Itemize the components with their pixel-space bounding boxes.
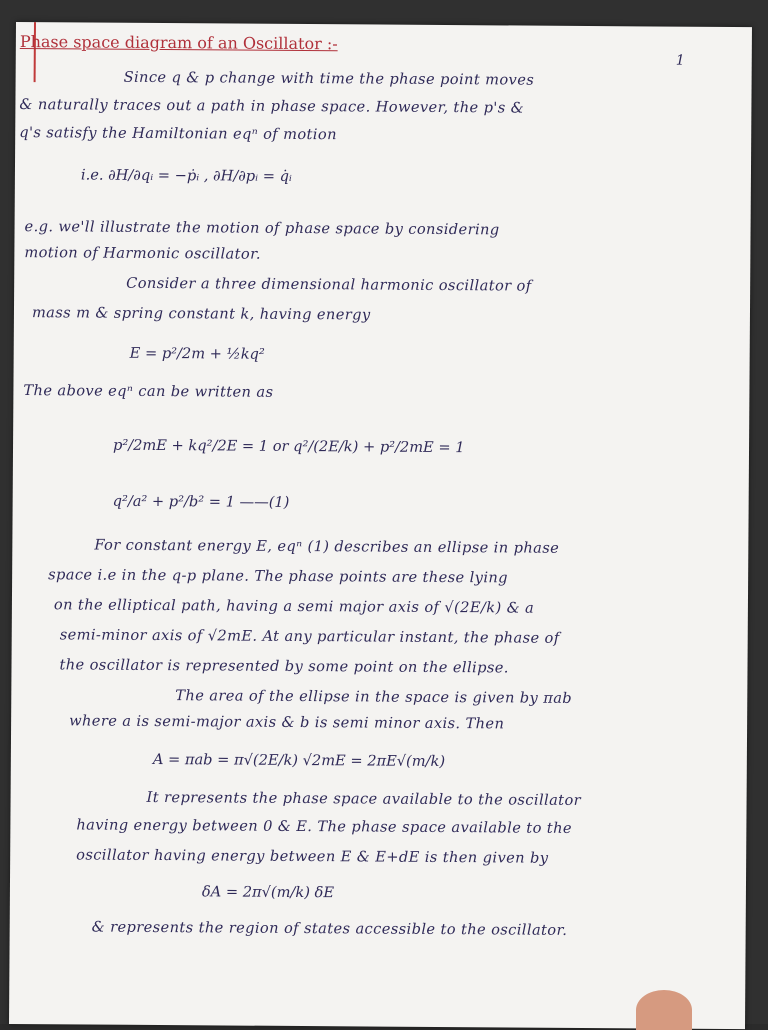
page-title: Phase space diagram of an Oscillator :-	[19, 32, 338, 54]
text-line: & represents the region of states accessible to the oscillator.	[91, 918, 568, 939]
area-equation: A = πab = π√(2E/k) √2mE = 2πE√(m/k)	[152, 750, 446, 771]
ellipse-equation: q²/a² + p²/b² = 1 ——(1)	[112, 492, 290, 511]
text-line: semi-minor axis of √2mE. At any particular instant, the phase of	[59, 626, 560, 647]
notebook-page	[9, 22, 752, 1029]
text-line: having energy between 0 & E. The phase space available to the	[76, 816, 572, 837]
text-line: mass m & spring constant k, having energy	[31, 304, 371, 324]
text-line: & naturally traces out a path in phase space. However, the p's &	[19, 96, 525, 117]
text-line: e.g. we'll illustrate the motion of phase space by considering	[24, 218, 500, 239]
energy-equation: E = p²/2m + ½kq²	[129, 344, 265, 363]
text-line: on the elliptical path, having a semi major axis of √(2E/k) & a	[53, 596, 535, 617]
text-line: oscillator having energy between E & E+dE is then given by	[76, 846, 549, 867]
page-number: 1	[675, 52, 685, 69]
text-line: q's satisfy the Hamiltonian eqⁿ of motion	[19, 124, 337, 144]
text-line: Consider a three dimensional harmonic oscillator of	[126, 274, 532, 295]
text-line: It represents the phase space available to the oscillator	[146, 788, 582, 809]
text-line: motion of Harmonic oscillator.	[24, 244, 261, 263]
finger-photo-artifact	[636, 990, 692, 1030]
text-line: the oscillator is represented by some point on the ellipse.	[59, 656, 509, 677]
margin-line	[34, 22, 36, 82]
hamilton-equations: i.e. ∂H/∂qᵢ = −ṗᵢ , ∂H/∂pᵢ = q̇ᵢ	[80, 166, 292, 185]
text-line: For constant energy E, eqⁿ (1) describes an ellipse in phase	[94, 536, 560, 557]
text-line: The above eqⁿ can be written as	[23, 382, 274, 401]
text-line: space i.e in the q-p plane. The phase points are these lying	[48, 566, 509, 587]
text-line: Since q & p change with time the phase point moves	[123, 68, 535, 89]
normalized-energy-equations: p²/2mE + kq²/2E = 1 or q²/(2E/k) + p²/2mE = 1	[112, 436, 465, 457]
delta-area-equation: δA = 2π√(m/k) δE	[201, 883, 335, 902]
text-line: where a is semi-major axis & b is semi minor axis. Then	[69, 712, 505, 733]
text-line: The area of the ellipse in the space is given by πab	[175, 687, 573, 707]
